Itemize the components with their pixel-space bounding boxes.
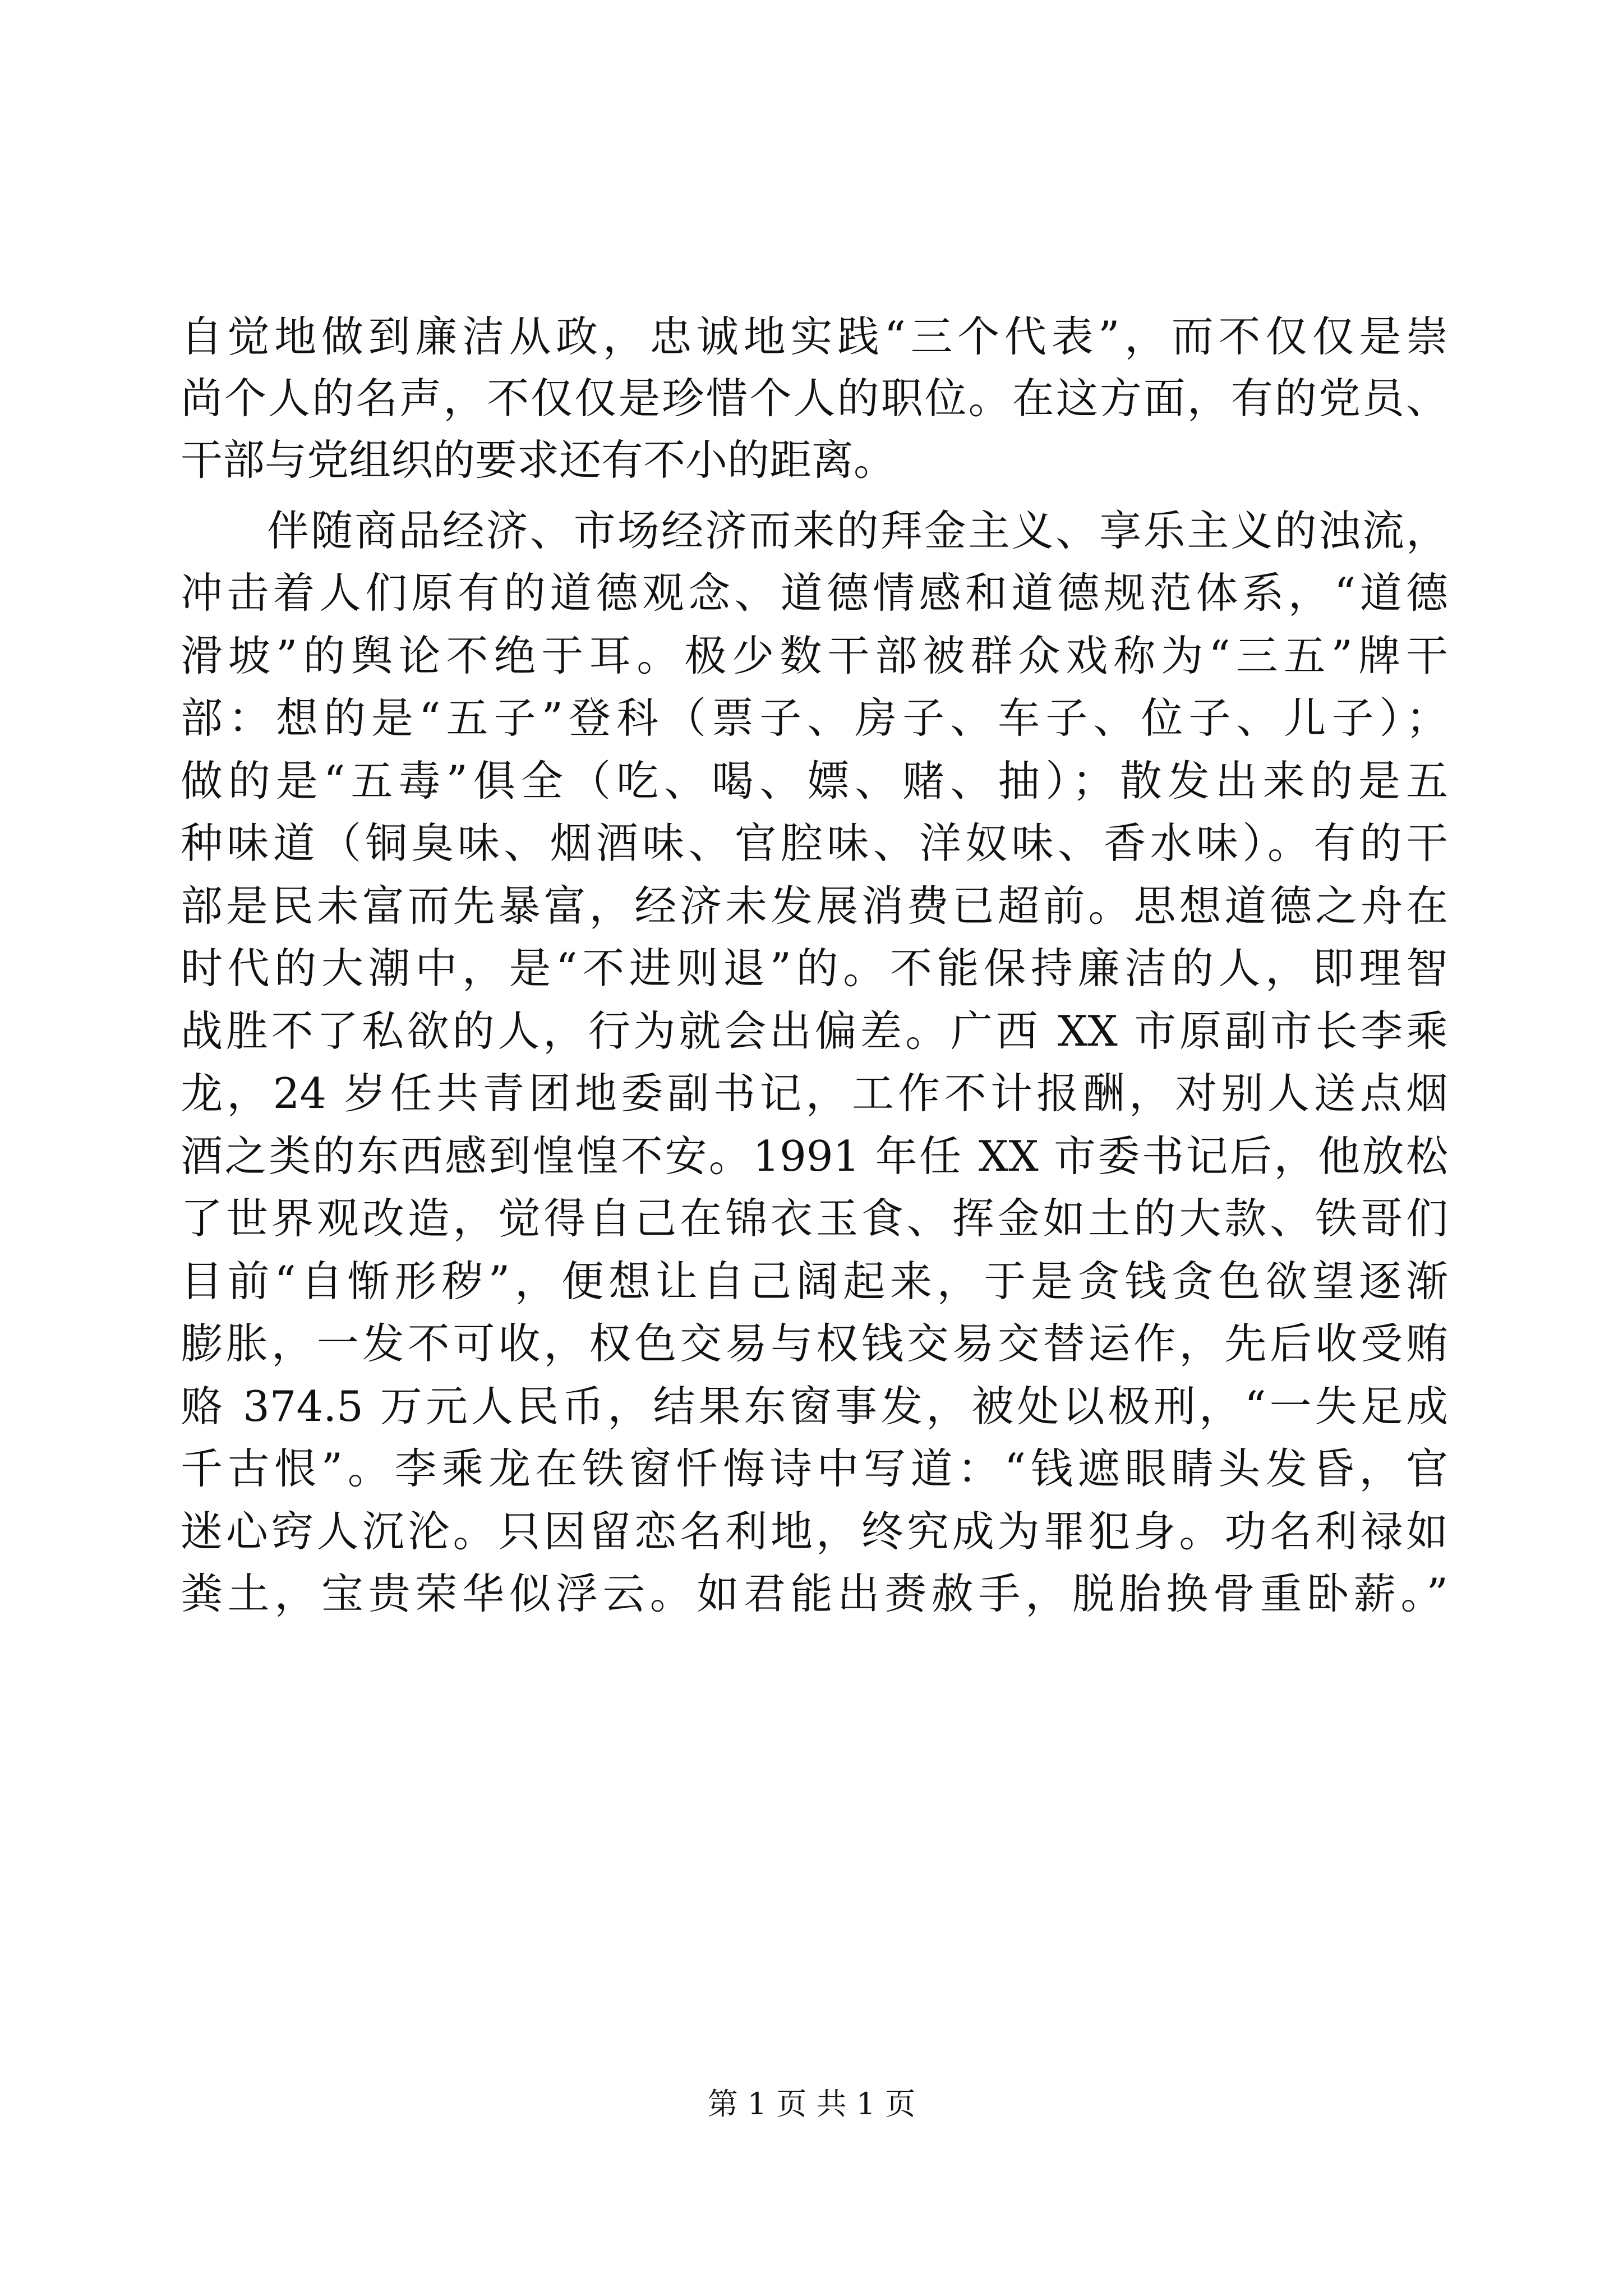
paragraph-2-line-17: 迷心窍人沉沦。只因留恋名利地，终究成为罪犯身。功名利禄如 <box>181 1507 1448 1556</box>
paragraph-2-line-16: 千古恨”。李乘龙在铁窗忏悔诗中写道：“钱遮眼睛头发昏，官 <box>181 1444 1448 1493</box>
paragraph-2-line-14: 膨胀，一发不可收，权色交易与权钱交易交替运作，先后收受贿 <box>181 1319 1448 1368</box>
paragraph-2-line-6: 种味道（铜臭味、烟酒味、官腔味、洋奴味、香水味）。有的干 <box>181 818 1448 868</box>
paragraph-2-line-18: 粪土，宝贵荣华似浮云。如君能出赉赦手，脱胎换骨重卧薪。” <box>181 1569 1448 1618</box>
paragraph-2-line-1: 伴随商品经济、市场经济而来的拜金主义、享乐主义的浊流， <box>267 506 1448 555</box>
paragraph-2-line-7: 部是民未富而先暴富，经济未发展消费已超前。思想道德之舟在 <box>181 881 1448 931</box>
paragraph-2-line-9: 战胜不了私欲的人，行为就会出偏差。广西 XX 市原副市长李乘 <box>181 1006 1448 1056</box>
paragraph-1-line-3: 干部与党组织的要求还有不小的距离。 <box>181 435 896 485</box>
paragraph-2-line-5: 做的是“五毒”俱全（吃、喝、嫖、赌、抽）；散发出来的是五 <box>181 756 1448 806</box>
paragraph-1-line-2: 尚个人的名声，不仅仅是珍惜个人的职位。在这方面，有的党员、 <box>181 374 1448 423</box>
paragraph-1-line-1: 自觉地做到廉洁从政，忠诚地实践“三个代表”，而不仅仅是崇 <box>181 312 1448 361</box>
paragraph-2-line-4: 部：想的是“五子”登科（票子、房子、车子、位子、儿子）； <box>181 693 1448 743</box>
paragraph-2-line-13: 目前“自惭形秽”，便想让自己阔起来，于是贪钱贪色欲望逐渐 <box>181 1257 1448 1306</box>
paragraph-2-line-3: 滑坡”的舆论不绝于耳。极少数干部被群众戏称为“三五”牌干 <box>181 631 1448 680</box>
paragraph-2-line-8: 时代的大潮中，是“不进则退”的。不能保持廉洁的人，即理智 <box>181 944 1448 993</box>
paragraph-2-line-2: 冲击着人们原有的道德观念、道德情感和道德规范体系，“道德 <box>181 568 1448 618</box>
paragraph-2-line-15: 赂 374.5 万元人民币，结果东窗事发，被处以极刑，“一失足成 <box>181 1382 1448 1431</box>
paragraph-2-line-10: 龙，24 岁任共青团地委副书记，工作不计报酬，对别人送点烟 <box>181 1069 1448 1118</box>
page-footer: 第 1 页 共 1 页 <box>707 2086 916 2122</box>
paragraph-2-line-11: 酒之类的东西感到惶惶不安。1991 年任 XX 市委书记后，他放松 <box>181 1131 1448 1181</box>
paragraph-2-line-12: 了世界观改造，觉得自己在锦衣玉食、挥金如土的大款、铁哥们 <box>181 1194 1448 1243</box>
